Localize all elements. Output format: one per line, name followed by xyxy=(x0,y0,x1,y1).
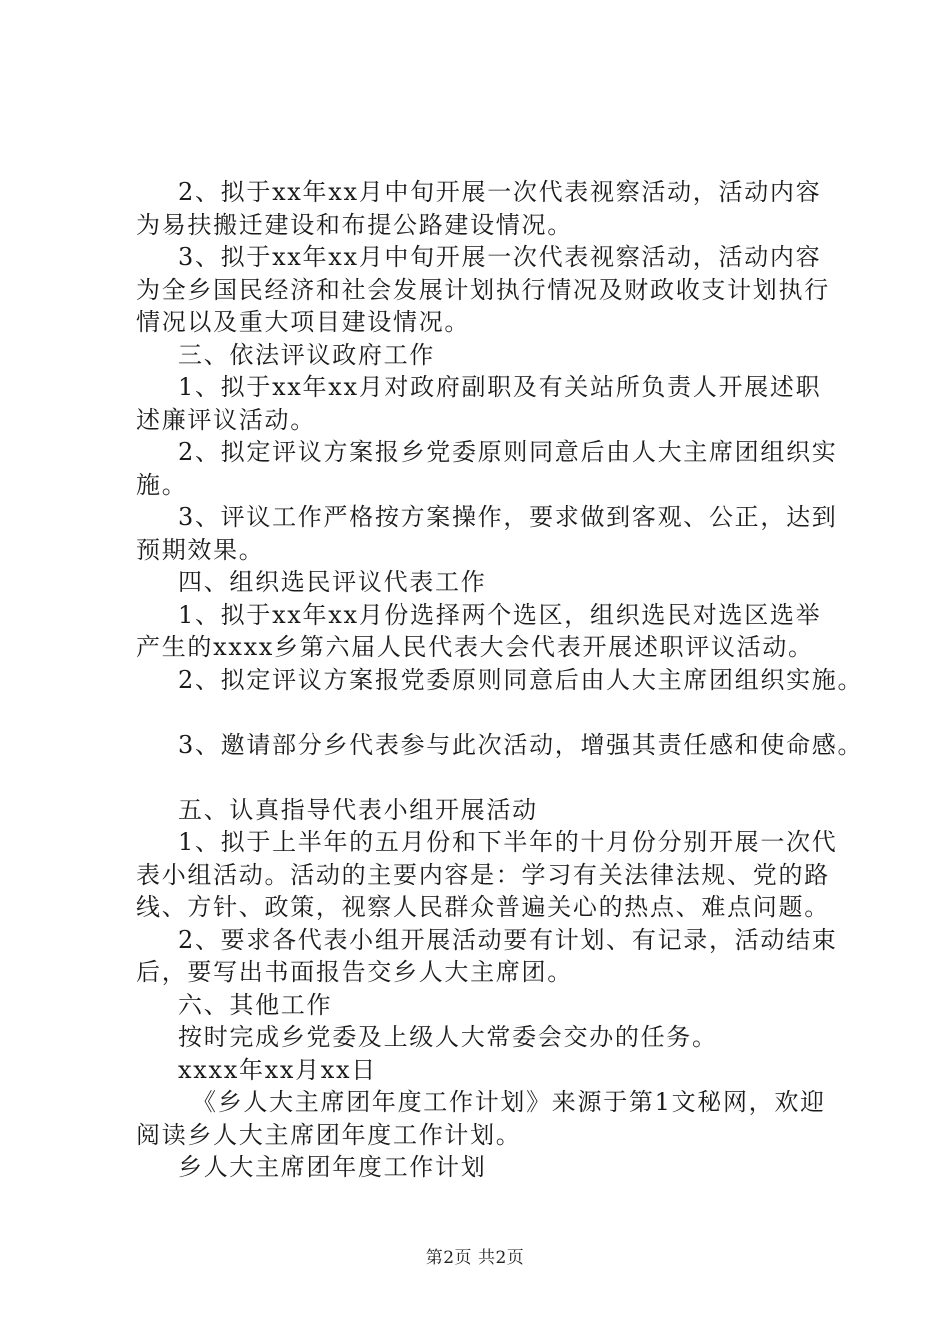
paragraph-line: 2、要求各代表小组开展活动要有计划、有记录，活动结束 xyxy=(178,925,838,954)
paragraph-line: 述廉评议活动。 xyxy=(136,405,316,434)
source-note-line: 《乡人大主席团年度工作计划》来源于第1文秘网，欢迎 xyxy=(192,1088,826,1116)
paragraph-line: 产生的xxxx乡第六届人民代表大会代表开展述职评议活动。 xyxy=(136,633,814,661)
section-heading: 六、其他工作 xyxy=(178,990,333,1019)
paragraph-line: 1、拟于上半年的五月份和下半年的十月份分别开展一次代 xyxy=(178,828,838,856)
paragraph-line: 后，要写出书面报告交乡人大主席团。 xyxy=(136,958,573,986)
paragraph-line: 1、拟于xx年xx月份选择两个选区，组织选民对选区选举 xyxy=(178,600,822,629)
paragraph-line: 按时完成乡党委及上级人大常委会交办的任务。 xyxy=(178,1023,718,1051)
paragraph-line: 3、评议工作严格按方案操作，要求做到客观、公正，达到 xyxy=(178,503,838,531)
page-number: 第2页 共2页 xyxy=(425,1248,525,1268)
paragraph-line: 2、拟定评议方案报乡党委原则同意后由人大主席团组织实 xyxy=(178,438,838,466)
blank-line xyxy=(136,696,836,729)
blank-line xyxy=(136,761,836,794)
paragraph-line: 1、拟于xx年xx月对政府副职及有关站所负责人开展述职 xyxy=(178,373,822,401)
paragraph-line: 3、邀请部分乡代表参与此次活动，增强其责任感和使命感。 xyxy=(178,730,864,759)
paragraph-line: 为全乡国民经济和社会发展计划执行情况及财政收支计划执行 xyxy=(136,275,830,304)
document-title-line: 乡人大主席团年度工作计划 xyxy=(178,1153,487,1181)
paragraph-line: 预期效果。 xyxy=(136,535,265,564)
section-heading: 四、组织选民评议代表工作 xyxy=(178,568,487,596)
paragraph-line: 2、拟于xx年xx月中旬开展一次代表视察活动，活动内容 xyxy=(178,178,822,206)
section-heading: 五、认真指导代表小组开展活动 xyxy=(178,795,538,824)
paragraph-line: 线、方针、政策，视察人民群众普遍关心的热点、难点问题。 xyxy=(136,893,830,921)
date-line: xxxx年xx月xx日 xyxy=(178,1055,377,1084)
paragraph-line: 施。 xyxy=(136,470,188,499)
source-note-line: 阅读乡人大主席团年度工作计划。 xyxy=(136,1120,522,1149)
paragraph-line: 2、拟定评议方案报党委原则同意后由人大主席团组织实施。 xyxy=(178,665,864,694)
paragraph-line: 3、拟于xx年xx月中旬开展一次代表视察活动，活动内容 xyxy=(178,243,822,271)
paragraph-line: 为易扶搬迁建设和布提公路建设情况。 xyxy=(136,210,573,239)
document-body xyxy=(136,176,864,1184)
paragraph-line: 表小组活动。活动的主要内容是：学习有关法律法规、党的路 xyxy=(136,860,830,889)
paragraph-line: 情况以及重大项目建设情况。 xyxy=(136,308,471,336)
section-heading: 三、依法评议政府工作 xyxy=(178,340,435,369)
